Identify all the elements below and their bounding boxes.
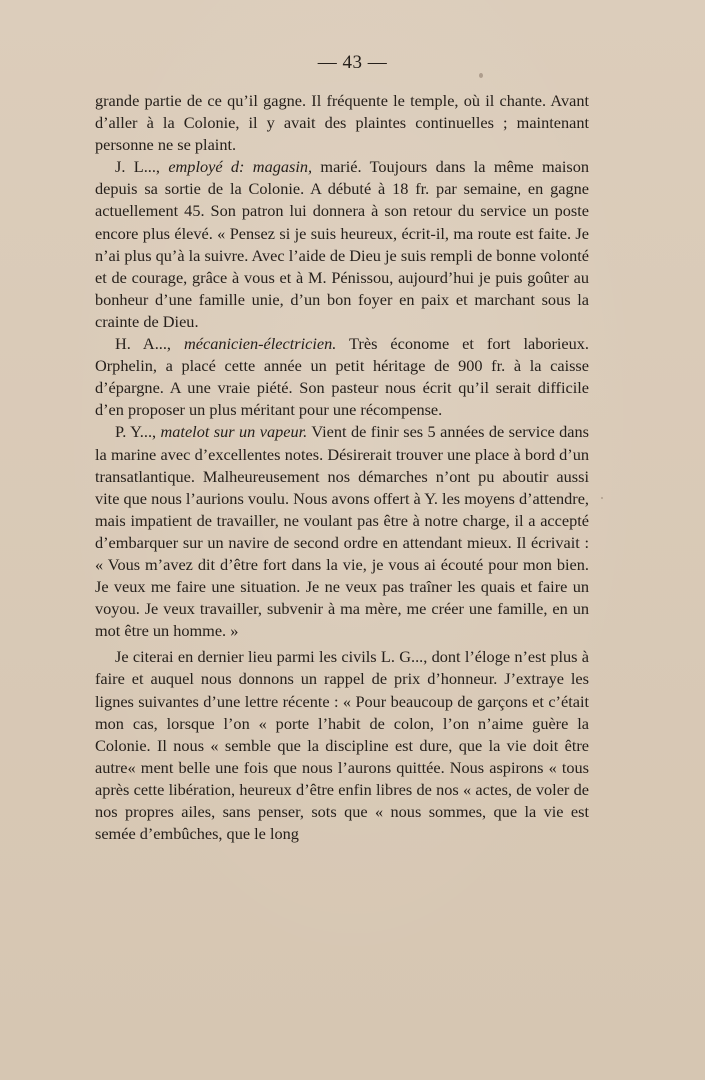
page-number: — 43 — — [317, 52, 388, 73]
body-text — [95, 90, 589, 845]
entry-name: P. Y..., — [115, 422, 157, 442]
entry-role: mécanicien-électricien. — [184, 334, 337, 354]
entry-body: marié. Toujours dans la même maison depuis sa sortie de la Colonie. A débuté à 18 fr. par semaine, en gagne actuellement 45. Son patron lui donnera à son retour du service un poste encore plus élevé. « Pensez si je suis heureux, écrit-il, ma route est faite. Je n’ai plus qu’à la suivre. Avec l’aide de Dieu je suis rempli de bonne volonté et de courage, grâce à vous et à M. Pénissou, aujourd’hui je puis goûter au bonheur d’une famille unie, d’un bon foyer en paix et marchant sous la crainte de Dieu. — [95, 157, 589, 331]
paragraph-letter-lg: Je citerai en dernier lieu parmi les civils L. G..., dont l’éloge n’est plus à faire et auquel nous donnons un rappel de prix d’honneur. J’extraye les lignes suivantes d’une lettre récente : « Pour beaucoup de garçons et c’était mon cas, lorsque l’on « porte l’habit de colon, l’on n’aime guère la Colonie. Il nous « semble que la discipline est dure, que la vie doit être autre« ment belle une fois que nous l’aurons quittée. Nous aspirons « tous après cette libération, heureux d’être enfin libres de nos « actes, de voler de nos propres ailes, sans penser, sots que « nous sommes, que la vie est semée d’embûches, que le long — [95, 647, 589, 844]
paragraph-entry-ha — [95, 333, 589, 421]
paper-speck — [601, 497, 603, 499]
entry-role: matelot sur un vapeur. — [160, 422, 308, 442]
entry-body: Très économe et fort laborieux. Orphelin, a placé cette année un petit héritage de 900 fr. à la caisse d’épargne. A une vraie piété. Son pasteur nous écrit qu’il serait difficile d’en proposer un plus méritant pour une récompense. — [95, 334, 590, 420]
paragraph-entry-jl — [95, 156, 589, 333]
entry-name: H. A..., — [115, 334, 171, 354]
paragraph-continuation: grande partie de ce qu’il gagne. Il fréquente le temple, où il chante. Avant d’aller à la Colonie, il y avait des plaintes continuelles ; maintenant personne ne se plaint. — [95, 91, 589, 155]
entry-body: Vient de finir ses 5 années de service dans la marine avec d’excellentes notes. Désirerait trouver une place à bord d’un transatlantique. Malheureusement nos démarches n’ont pu aboutir aussi vite que nous l’aurions voulu. Nous avons offert à Y. les moyens d’attendre, mais impatient de travailler, ne voulant pas être à notre charge, il a accepté d’embarquer sur un navire de second ordre en attendant mieux. Il écrivait : « Vous m’avez dit d’être fort dans la vie, je vous ai écouté pour mon bien. Je veux me faire une situation. Je ne veux pas traîner les quais et faire un voyou. Je veux travailler, subvenir à ma mère, me créer une famille, en un mot être un homme. » — [95, 422, 589, 641]
paragraph-entry-py — [95, 421, 589, 642]
entry-name: J. L..., — [115, 157, 160, 177]
entry-role: employé d: magasin, — [168, 157, 313, 177]
